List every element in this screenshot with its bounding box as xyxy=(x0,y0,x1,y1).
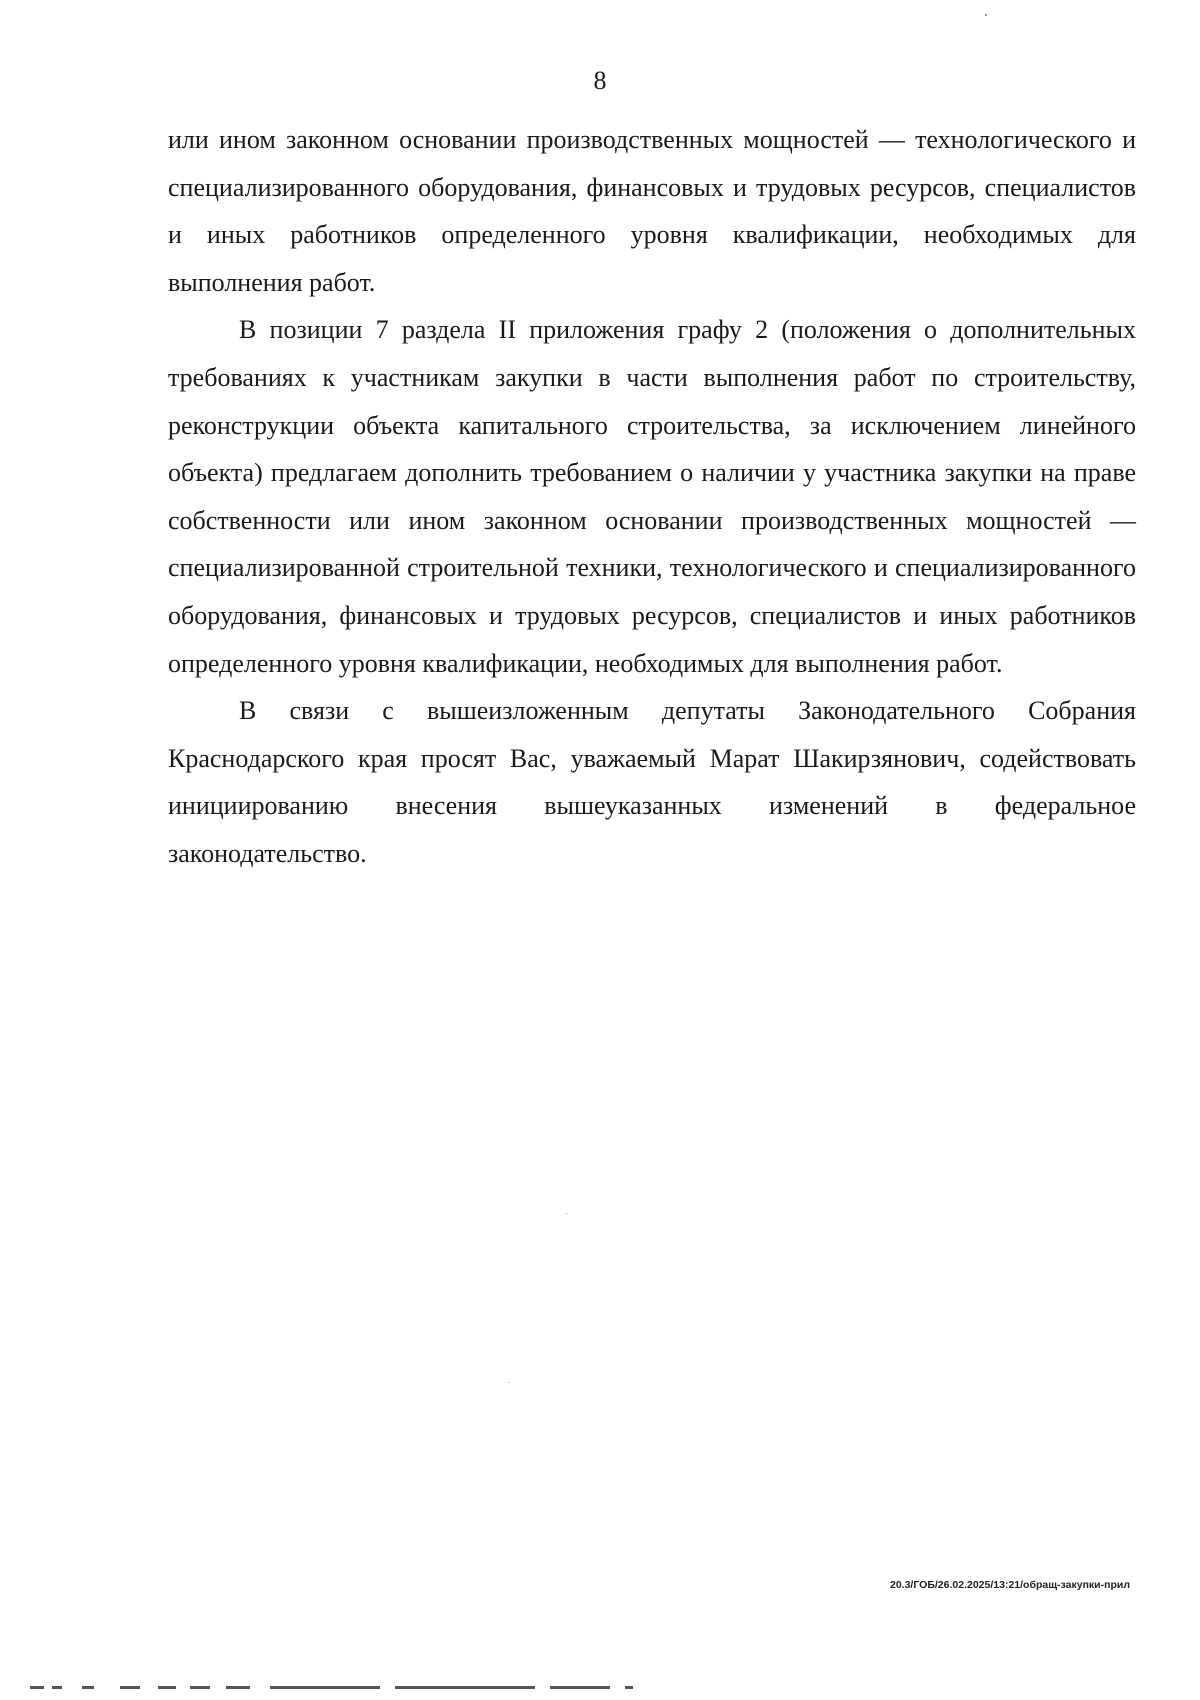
document-body xyxy=(168,116,1136,878)
document-footer-code: 20.3/ГОБ/26.02.2025/13:21/обращ-закупки-прил xyxy=(890,1579,1130,1591)
scan-bottom-edge xyxy=(30,1686,650,1692)
scan-speck xyxy=(566,1213,567,1214)
paragraph-continuation: или ином законном основании производственных мощностей — технологического и специализированного оборудования, финансовых и трудовых ресурсов, специалистов и иных работников определенного уровня квалификации, необходимых для выполнения работ. xyxy=(168,125,1136,297)
page-number: 8 xyxy=(593,66,607,95)
scan-speck xyxy=(508,1382,509,1383)
paragraph-closing-request: В связи с вышеизложенным депутаты Законодательного Собрания Краснодарского края просят Вас, уважаемый Марат Шакирзянович, содействовать инициированию внесения вышеуказанных изменений в федеральное законодательство. xyxy=(168,696,1136,868)
paragraph-position-7-proposal: В позиции 7 раздела II приложения графу 2 (положения о дополнительных требованиях к участникам закупки в части выполнения работ по строительству, реконструкции объекта капитального строительства, за исключением линейного объекта) предлагаем дополнить требованием о наличии у участника закупки на праве собственности или ином законном основании производственных мощностей — специализированной строительной техники, технологического и специализированного оборудования, финансовых и трудовых ресурсов, специалистов и иных работников определенного уровня квалификации, необходимых для выполнения работ. xyxy=(168,315,1136,678)
scan-speck xyxy=(985,14,987,16)
